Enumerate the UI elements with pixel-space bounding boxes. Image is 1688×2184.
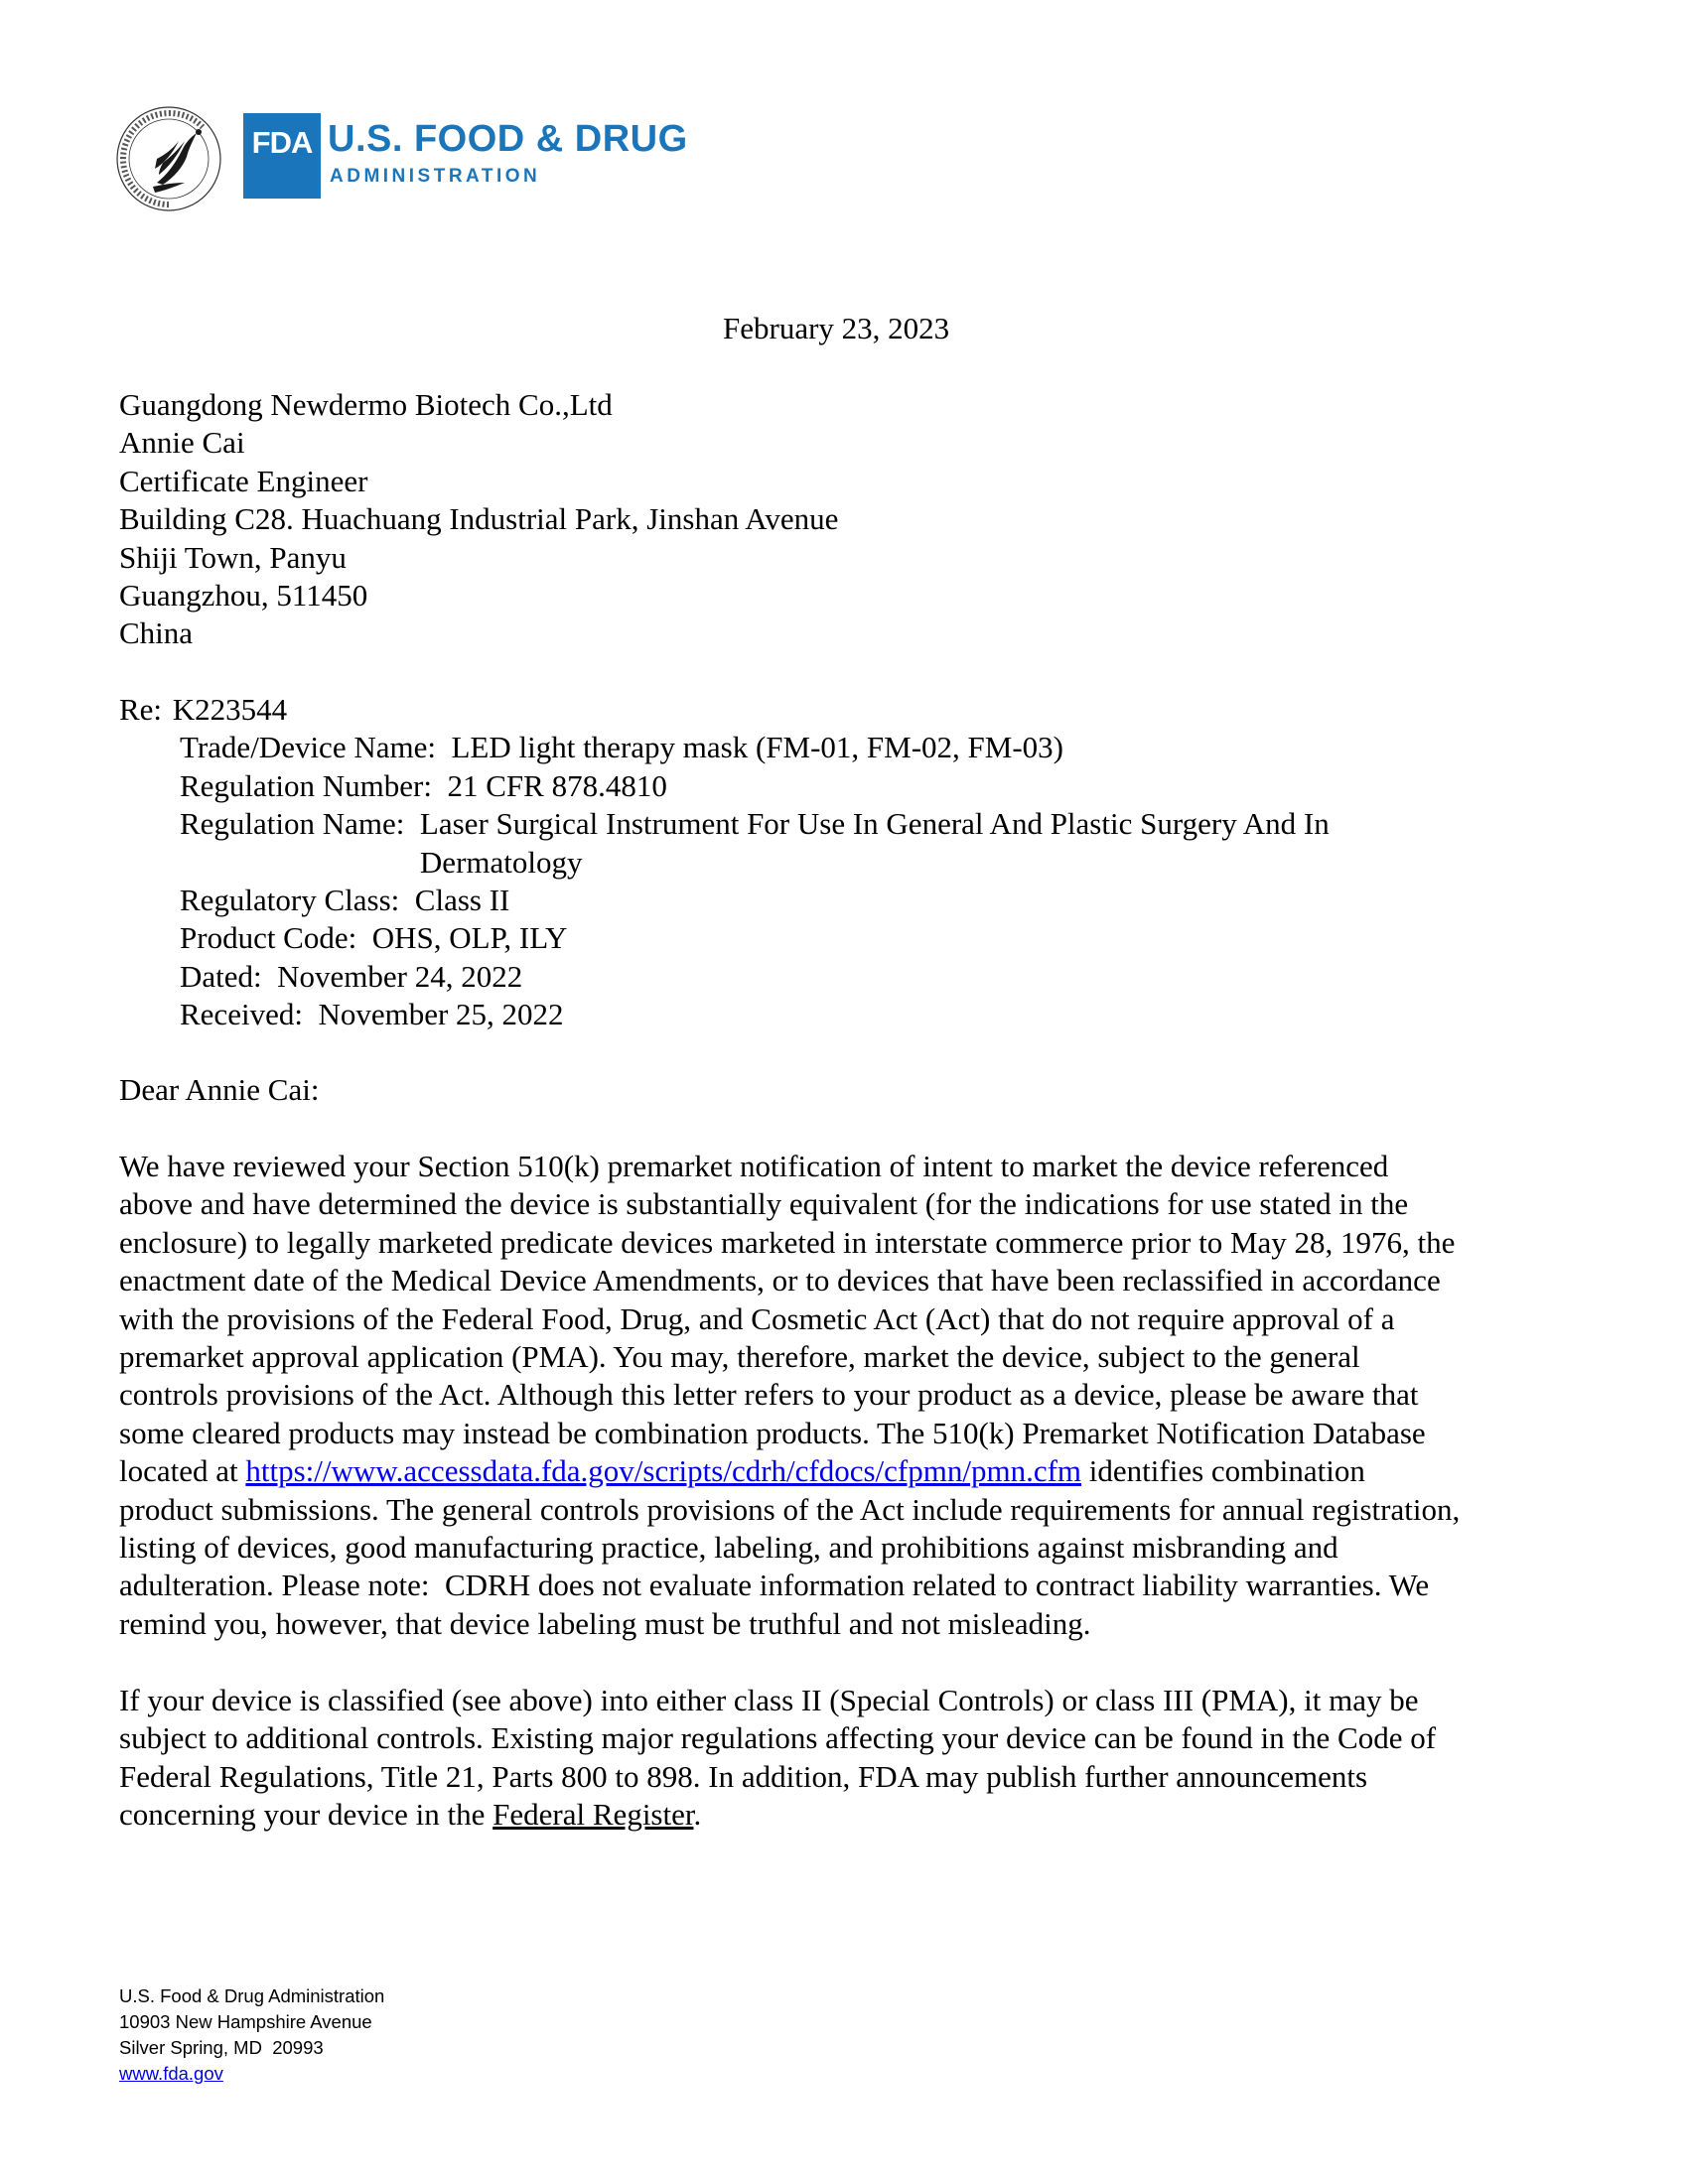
paragraph-line: listing of devices, good manufacturing practice, labeling, and prohibitions against misbranding and [119,1530,1338,1566]
agency-subtitle: ADMINISTRATION [330,166,541,187]
address-line: Guangdong Newdermo Biotech Co.,Ltd [119,387,613,422]
body-paragraph-2 [119,1682,1579,1835]
paragraph-line: enclosure) to legally marketed predicate devices marketed in interstate commerce prior to May 28, 1976, the [119,1224,1456,1260]
pmn-database-link[interactable]: https://www.accessdata.fda.gov/scripts/cdrh/cfdocs/cfpmn/pmn.cfm [245,1453,1082,1489]
footer-line: 10903 New Hampshire Avenue [119,2011,372,2032]
address-line: Building C28. Huachuang Industrial Park, Jinshan Avenue [119,501,839,537]
paragraph-line: Federal Regulations, Title 21, Parts 800 to 898. In addition, FDA may publish further announcements [119,1758,1368,1794]
agency-name: U.S. FOOD & DRUG [328,118,688,160]
re-field-product-code: Product Code: OHS, OLP, ILY [180,920,568,956]
reference-block [119,691,1509,1034]
re-field-regulation-number: Regulation Number: 21 CFR 878.4810 [180,767,667,803]
paragraph-line: above and have determined the device is substantially equivalent (for the indications for use stated in the [119,1186,1409,1222]
letter-date: February 23, 2023 [723,311,950,345]
paragraph-line: some cleared products may instead be combination products. The 510(k) Premarket Notification Database [119,1415,1426,1450]
paragraph-line: with the provisions of the Federal Food, Drug, and Cosmetic Act (Act) that do not require approval of a [119,1300,1395,1336]
address-line: Certificate Engineer [119,463,368,498]
fda-website-link[interactable]: www.fda.gov [119,2063,223,2084]
paragraph-line: remind you, however, that device labeling must be truthful and not misleading. [119,1605,1091,1641]
paragraph-line: premarket approval application (PMA). You may, therefore, market the device, subject to the general [119,1339,1360,1375]
footer-line: U.S. Food & Drug Administration [119,1985,385,2006]
re-field-trade-name: Trade/Device Name: LED light therapy mask (FM-01, FM-02, FM-03) [180,730,1063,765]
hhs-eagle-seal-icon [113,103,224,214]
paragraph-line: concerning your device in the Federal Register. [119,1797,702,1833]
paragraph-line: If your device is classified (see above) into either class II (Special Controls) or class III (PMA), it may be [119,1683,1419,1717]
paragraph-line-with-link: located at https://www.accessdata.fda.gov/scripts/cdrh/cfdocs/cfpmn/pmn.cfm identifies combination [119,1453,1365,1489]
recipient-address [119,386,838,653]
re-field-dated: Dated: November 24, 2022 [180,958,523,994]
federal-register-reference: Federal Register [492,1797,694,1833]
footer-line: Silver Spring, MD 20993 [119,2037,324,2058]
paragraph-line: controls provisions of the Act. Although this letter refers to your product as a device, please be aware that [119,1377,1419,1413]
re-field-regulatory-class: Regulatory Class: Class II [180,883,510,918]
fda-logo-mark: FDA [243,113,321,199]
paragraph-line: enactment date of the Medical Device Amendments, or to devices that have been reclassified in accordance [119,1263,1441,1298]
body-paragraph-1 [119,1148,1579,1643]
paragraph-line: subject to additional controls. Existing major regulations affecting your device can be found in the Code of [119,1720,1437,1756]
salutation: Dear Annie Cai: [119,1072,320,1107]
address-line: Shiji Town, Panyu [119,539,347,575]
k-number: K223544 [172,692,288,727]
paragraph-line: We have reviewed your Section 510(k) premarket notification of intent to market the device referenced [119,1149,1389,1183]
paragraph-line: adulteration. Please note: CDRH does not evaluate information related to contract liability warranties. We [119,1568,1430,1603]
paragraph-line: product submissions. The general controls provisions of the Act include requirements for annual registration, [119,1491,1461,1527]
footer-address [119,1983,384,2087]
address-line: China [119,615,194,651]
re-label: Re: [119,692,163,727]
address-line: Annie Cai [119,425,245,461]
address-line: Guangzhou, 511450 [119,578,368,614]
re-field-regulation-name: Regulation Name: Laser Surgical Instrument For Use In General And Plastic Surgery And In Dermatology [180,806,1330,880]
re-field-received: Received: November 25, 2022 [180,997,564,1032]
